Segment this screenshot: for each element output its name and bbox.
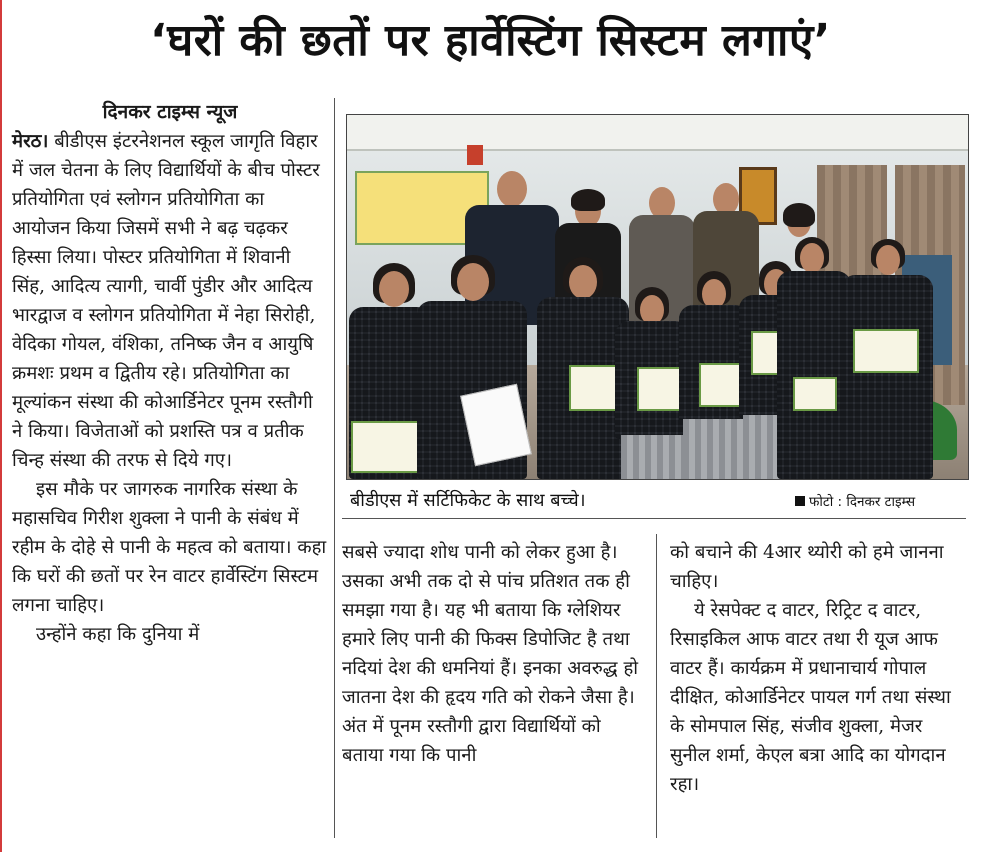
dateline: मेरठ। <box>12 131 49 152</box>
column-divider <box>656 534 657 838</box>
lead-paragraph <box>12 127 328 475</box>
column-divider <box>334 98 335 838</box>
certificate <box>351 421 425 473</box>
article-column-2 <box>342 538 642 770</box>
square-bullet-icon <box>795 496 805 506</box>
article-column-1 <box>12 98 328 649</box>
column-3-paragraph-1: को बचाने की 4आर थ्योरी को हमे जानना चाहिए। <box>670 542 944 592</box>
paragraph-3: उन्होंने कहा कि दुनिया में <box>36 624 200 645</box>
column-2-text: सबसे ज्यादा शोध पानी को लेकर हुआ है। उसका अभी तक दो से पांच प्रतिशत तक ही समझा गया है। यह भी बताया कि ग्लेशियर हमारे लिए पानी की फिक्स डिपोजिट है तथा नदियां देश की धमनियां हैं। इनका अवरुद्ध हो जातना देश की हृदय गति को रोकने जैसा है। अंत में पूनम रस्तौगी द्वारा विद्यार्थियों को बताया गया कि पानी <box>342 542 639 766</box>
article-column-3 <box>670 538 966 799</box>
caption-divider <box>342 518 966 519</box>
left-margin-rule <box>0 0 2 852</box>
photo-credit-text: फोटो : दिनकर टाइम्स <box>809 494 916 510</box>
photo-caption: बीडीएस में सर्टिफिकेट के साथ बच्चे। <box>350 490 586 511</box>
byline: दिनकर टाइम्स न्यूज <box>102 101 238 123</box>
certificate <box>853 329 919 373</box>
certificate <box>793 377 837 411</box>
paragraph-2: इस मौके पर जागरुक नागरिक संस्था के महासचिव गिरीश शुक्ला ने पानी के संबंध में रहीम के दोहे से पानी के महत्व को बताया। कहा कि घरों की छतों पर रेन वाटर हार्वेस्टिंग सिस्टम लगना चाहिए। <box>12 479 327 616</box>
photo-credit <box>795 492 915 510</box>
lead-text: बीडीएस इंटरनेशनल स्कूल जागृति विहार में जल चेतना के लिए विद्यार्थियों के बीच पोस्टर प्रतियोगिता एवं स्लोगन प्रतियोगिता का आयोजन किया जिसमें सभी ने बढ़ चढ़कर हिस्सा लिया। पोस्टर प्रतियोगिता में शिवानी सिंह, आदित्य त्यागी, चार्वी पुंडीर और आदित्य भारद्वाज व स्लोगन प्रतियोगिता में नेहा सिरोही, वेदिका गोयल, वंशिका, तनिष्क जैन व आयुषि क्रमशः प्रथम व द्वितीय रहे। प्रतियोगिता का मूल्यांकन संस्था की कोआर्डिनेटर पूनम रस्तौगी ने किया। विजेताओं को प्रशस्ति पत्र व प्रतीक चिन्ह संस्था की तरफ से दिये गए। <box>12 131 320 471</box>
column-3-paragraph-2: ये रेसपेक्ट द वाटर, रिट्रिट द वाटर, रिसाइकिल आफ वाटर तथा री यूज आफ वाटर हैं। कार्यक्रम में प्रधानाचार्य गोपाल दीक्षित, कोआर्डिनेटर पायल गर्ग तथा संस्था के सोमपाल सिंह, संजीव शुक्ला, मेजर सुनील शर्मा, केएल बत्रा आदि का योगदान रहा। <box>670 600 951 795</box>
headline: ‘घरों की छतों पर हार्वेस्टिंग सिस्टम लगाएं’ <box>150 15 831 66</box>
news-photo <box>346 114 969 480</box>
